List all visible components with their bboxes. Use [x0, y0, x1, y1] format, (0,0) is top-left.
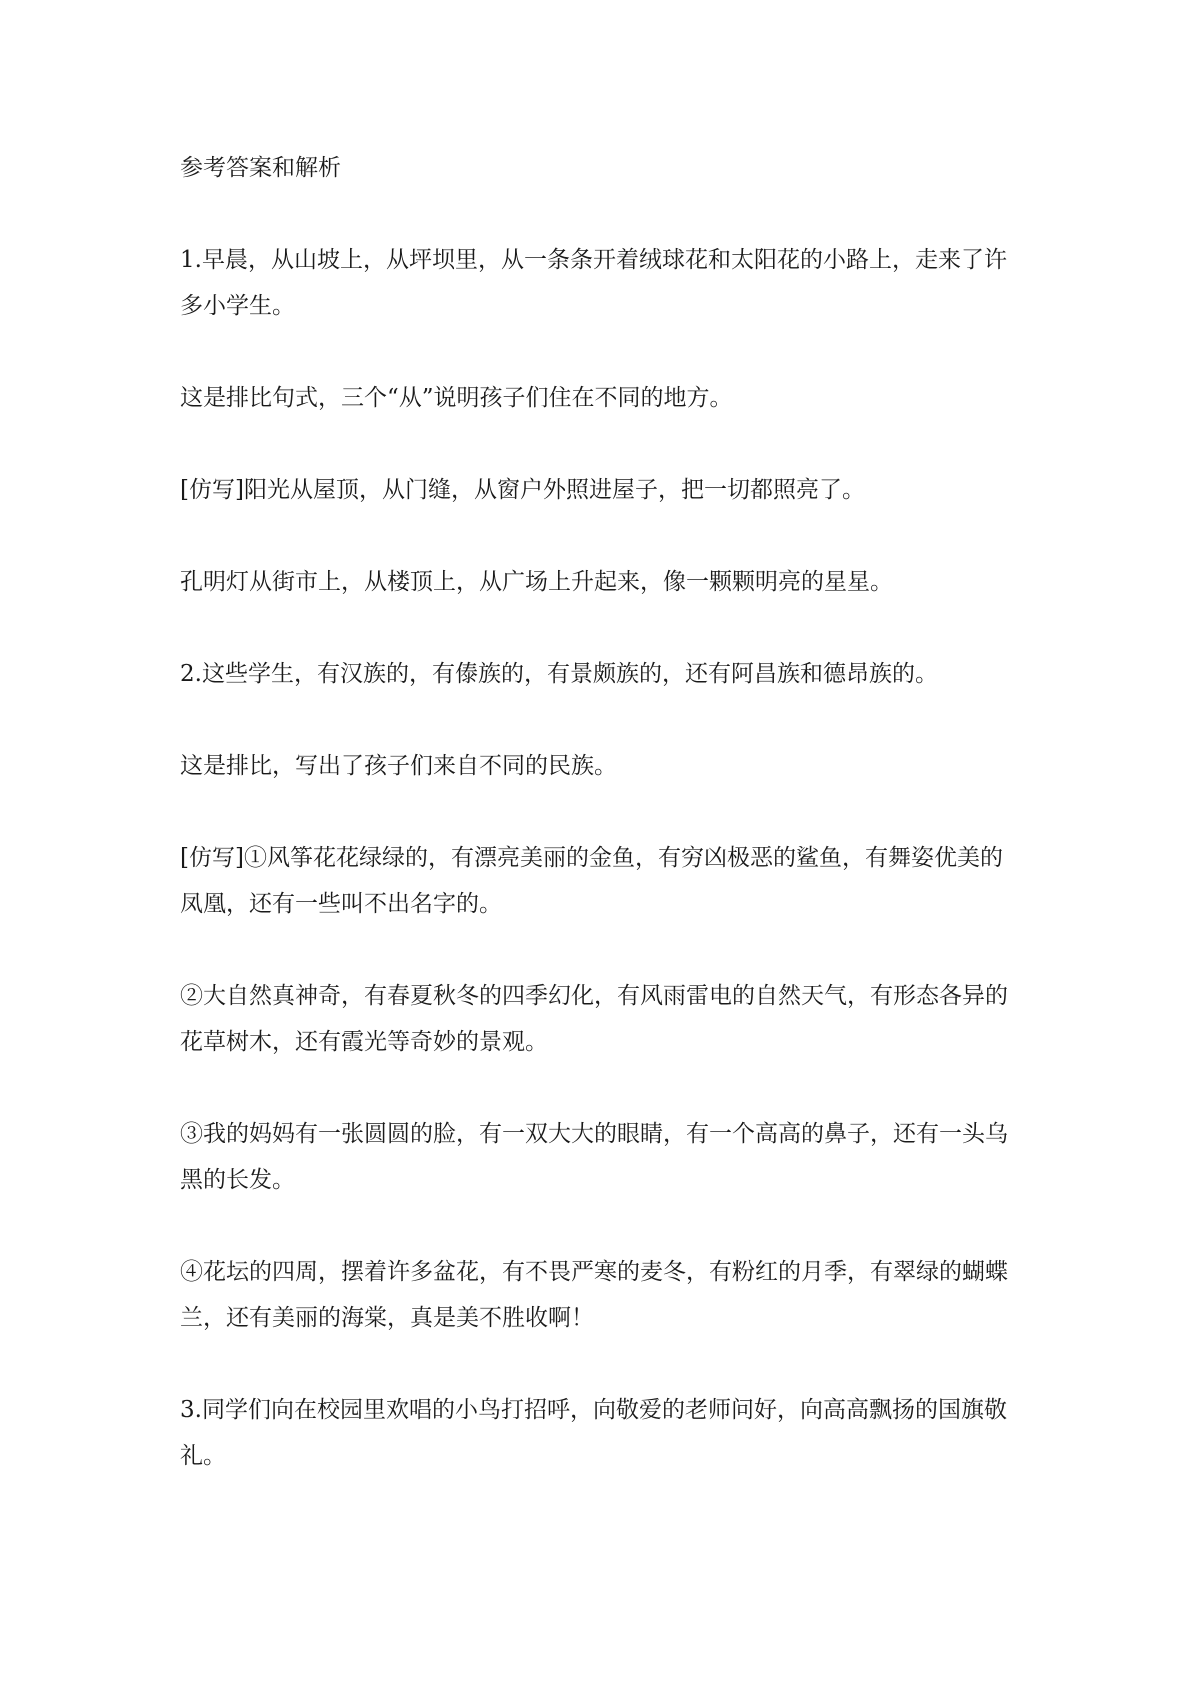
paragraph-2: 这是排比句式，三个“从”说明孩子们住在不同的地方。 [180, 385, 733, 411]
paragraph-10: ④花坛的四周，摆着许多盆花，有不畏严寒的麦冬，有粉红的月季，有翠绿的蝴蝶兰，还有美丽的海棠，真是美不胜收啊！ [180, 1259, 1008, 1331]
document-title: 参考答案和解析 [180, 155, 341, 181]
paragraph-4: 孔明灯从街市上，从楼顶上，从广场上升起来，像一颗颗明亮的星星。 [180, 569, 893, 595]
paragraph-8: ②大自然真神奇，有春夏秋冬的四季幻化，有风雨雷电的自然天气，有形态各异的花草树木，还有霞光等奇妙的景观。 [180, 983, 1008, 1055]
paragraph-3: [仿写]阳光从屋顶，从门缝，从窗户外照进屋子，把一切都照亮了。 [180, 477, 865, 503]
paragraph-1: 1.早晨，从山坡上，从坪坝里，从一条条开着绒球花和太阳花的小路上，走来了许多小学生。 [180, 247, 1007, 319]
paragraph-11: 3.同学们向在校园里欢唱的小鸟打招呼，向敬爱的老师问好，向高高飘扬的国旗敬礼。 [180, 1397, 1007, 1469]
paragraph-6: 这是排比，写出了孩子们来自不同的民族。 [180, 753, 617, 779]
paragraph-9: ③我的妈妈有一张圆圆的脸，有一双大大的眼睛，有一个高高的鼻子，还有一头乌黑的长发。 [180, 1121, 1008, 1193]
document-body [180, 145, 1025, 1479]
paragraph-5: 2.这些学生，有汉族的，有傣族的，有景颇族的，还有阿昌族和德昂族的。 [180, 661, 938, 687]
paragraph-7: [仿写]①风筝花花绿绿的，有漂亮美丽的金鱼，有穷凶极恶的鲨鱼，有舞姿优美的凤凰，还有一些叫不出名字的。 [180, 845, 1003, 917]
